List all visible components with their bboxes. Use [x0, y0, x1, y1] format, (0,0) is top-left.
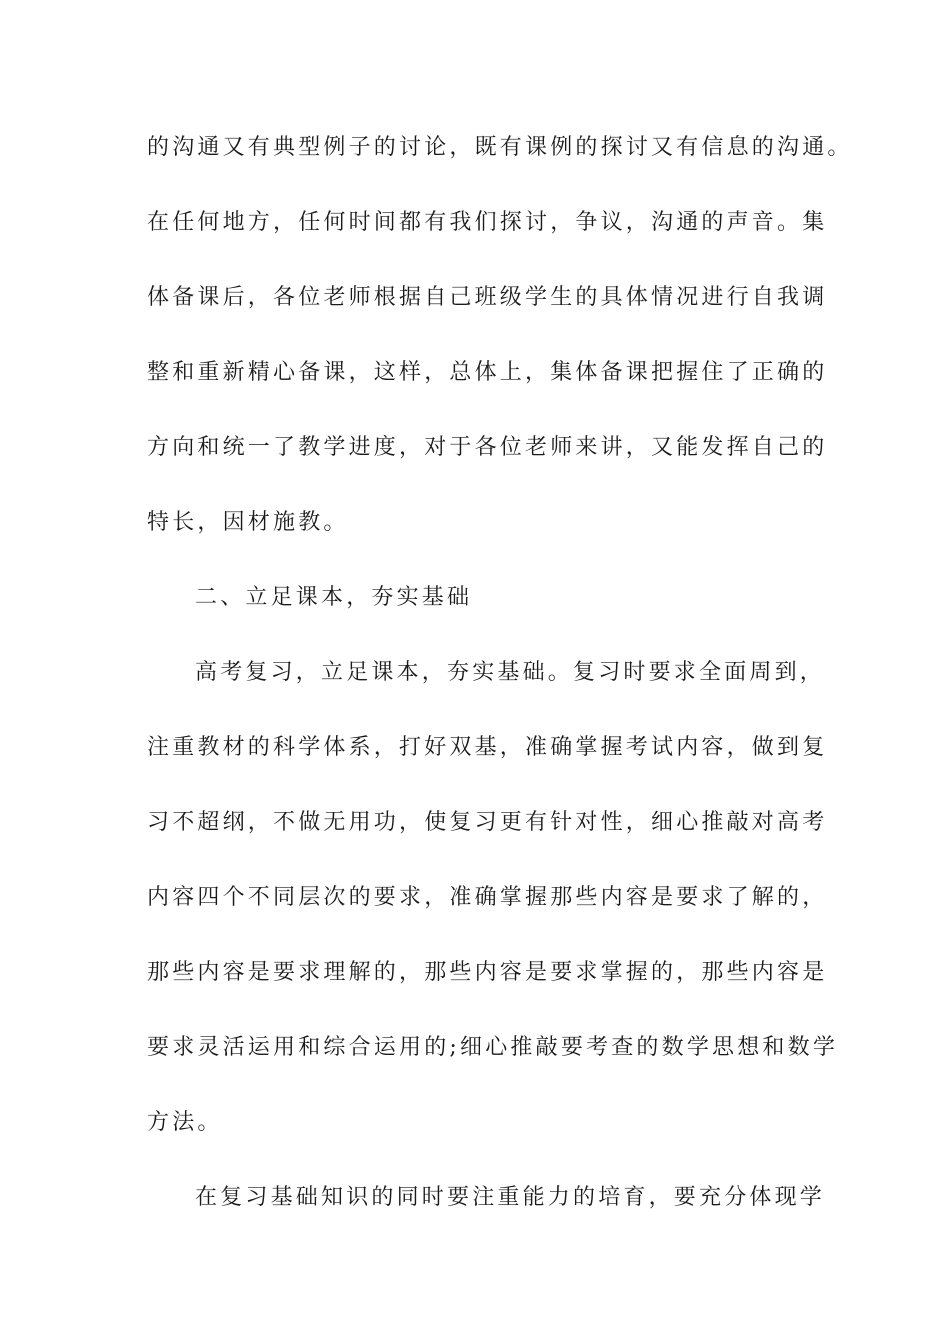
- text-line-14: 方法。: [147, 1110, 223, 1135]
- text-line-10: 习不超纲，不做无用功，使复习更有针对性，细心推敲对高考: [147, 810, 828, 835]
- text-line-9: 注重教材的科学体系，打好双基，准确掌握考试内容，做到复: [147, 735, 828, 760]
- text-line-8: 高考复习，立足课本，夯实基础。复习时要求全面周到，: [195, 660, 826, 685]
- text-line-6: 特长，因材施教。: [147, 510, 349, 535]
- text-line-3: 体备课后，各位老师根据自己班级学生的具体情况进行自我调: [147, 285, 828, 310]
- text-line-1: 的沟通又有典型例子的讨论，既有课例的探讨又有信息的沟通。: [147, 135, 853, 160]
- section-heading: 二、立足课本，夯实基础: [195, 585, 473, 610]
- text-line-11: 内容四个不同层次的要求，准确掌握那些内容是要求了解的，: [147, 885, 828, 910]
- text-line-2: 在任何地方，任何时间都有我们探讨，争议，沟通的声音。集: [147, 210, 828, 235]
- text-line-5: 方向和统一了教学进度，对于各位老师来讲，又能发挥自己的: [147, 435, 828, 460]
- text-line-12: 那些内容是要求理解的，那些内容是要求掌握的，那些内容是: [147, 960, 828, 985]
- text-line-4: 整和重新精心备课，这样，总体上，集体备课把握住了正确的: [147, 360, 828, 385]
- text-line-15: 在复习基础知识的同时要注重能力的培育，要充分体现学: [195, 1185, 826, 1210]
- text-line-13: 要求灵活运用和综合运用的;细心推敲要考查的数学思想和数学: [147, 1035, 839, 1060]
